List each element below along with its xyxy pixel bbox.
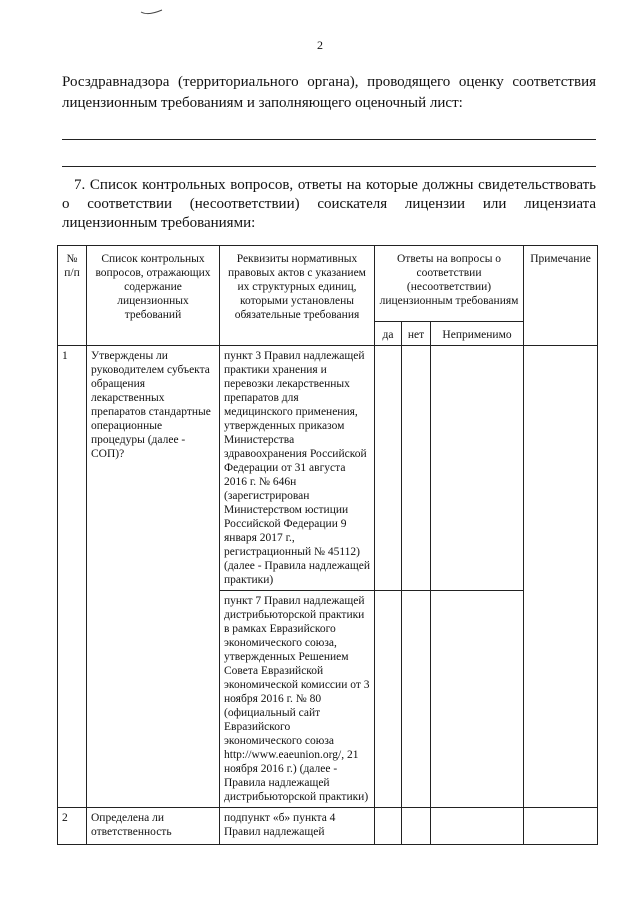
answer-na-cell[interactable] (431, 346, 524, 591)
header-acts: Реквизиты нормативных правовых актов с указанием их структурных единиц, которыми установлены обязательные требования (220, 246, 375, 346)
answer-na-cell[interactable] (431, 808, 524, 845)
header-answers: Ответы на вопросы о соответствии (несоответствии) лицензионным требованиям (375, 246, 524, 322)
header-yes: да (375, 322, 402, 346)
header-note: Примечание (524, 246, 598, 346)
scan-mark (140, 8, 164, 16)
note-cell[interactable] (524, 346, 598, 808)
header-no: нет (402, 322, 431, 346)
answer-yes-cell[interactable] (375, 346, 402, 591)
answer-no-cell[interactable] (402, 346, 431, 591)
answer-na-cell[interactable] (431, 591, 524, 808)
answer-yes-cell[interactable] (375, 591, 402, 808)
table-row (58, 808, 598, 845)
note-cell[interactable] (524, 808, 598, 845)
intro-line: Росздравнадзора (территориального органа), проводящего оценку соответствия (62, 74, 596, 90)
fill-in-line (62, 139, 596, 140)
header-questions: Список контрольных вопросов, отражающих содержание лицензионных требований (87, 246, 220, 346)
row-number: 1 (58, 346, 87, 808)
answer-no-cell[interactable] (402, 808, 431, 845)
section-7-heading (62, 176, 596, 233)
header-num: № п/п (58, 246, 87, 346)
table-header-row (58, 246, 598, 322)
answer-yes-cell[interactable] (375, 808, 402, 845)
header-na: Неприменимо (431, 322, 524, 346)
row-act: пункт 7 Правил надлежащей дистрибьюторской практики в рамках Евразийского экономического союза, утвержденных Решением Совета Евразийской экономической комиссии от 3 ноября 2016 г. № 80 (официальный сайт Евразийского экономического союза http://www.eaeunion.org/, 21 ноября 2016 г.) (далее - Правила надлежащей дистрибьюторской практики) (220, 591, 375, 808)
fill-in-line (62, 166, 596, 167)
intro-paragraph (62, 72, 596, 114)
row-act: подпункт «б» пункта 4 Правил надлежащей (220, 808, 375, 845)
checklist-table (57, 245, 598, 845)
intro-line: лицензионным требованиям и заполняющего оценочный лист: (62, 95, 463, 111)
row-number: 2 (58, 808, 87, 845)
table-row (58, 346, 598, 591)
page-number: 2 (317, 38, 323, 52)
row-question: Определена ли ответственность (87, 808, 220, 845)
section-line: 7. Список контрольных вопросов, ответы на которые должны свидетельствовать (74, 177, 596, 193)
row-question: Утверждены ли руководителем субъекта обращения лекарственных препаратов стандартные операционные процедуры (далее - СОП)? (87, 346, 220, 808)
section-line: о соответствии (несоответствии) соискателя лицензии или лицензиата (62, 196, 596, 212)
row-act: пункт 3 Правил надлежащей практики хранения и перевозки лекарственных препаратов для медицинского применения, утвержденных приказом Министерства здравоохранения Российской Федерации от 31 августа 2016 г. № 646н (зарегистрирован Министерством юстиции Российской Федерации 9 января 2017 г., регистрационный № 45112) (далее - Правила надлежащей практики) (220, 346, 375, 591)
section-line: лицензионным требованиями: (62, 215, 256, 231)
answer-no-cell[interactable] (402, 591, 431, 808)
